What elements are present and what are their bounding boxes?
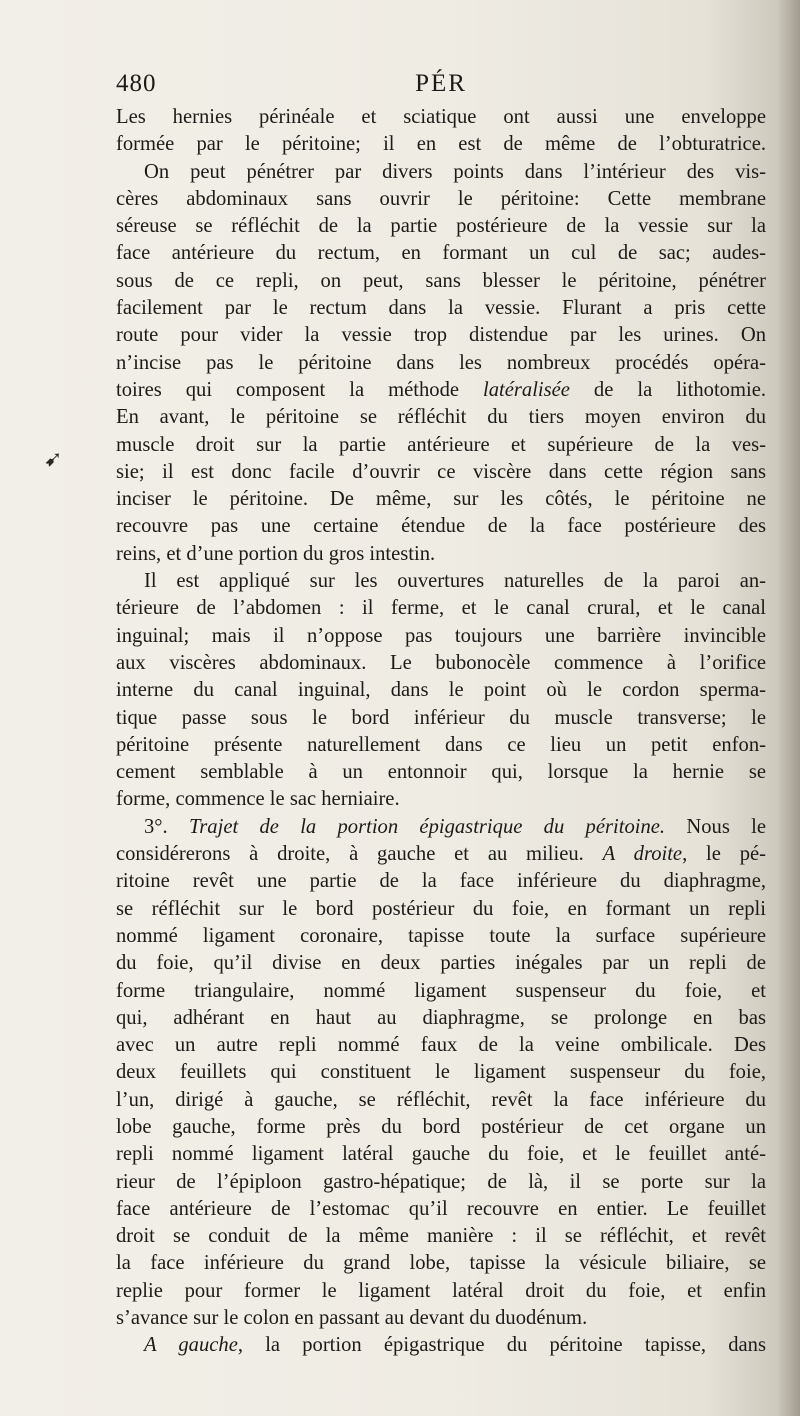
text-line: avec un autre repli nommé faux de la veine ombilicale. Des xyxy=(116,1034,766,1057)
text-line: Il est appliqué sur les ouvertures naturelles de la paroi an- xyxy=(144,570,766,593)
text-line: face antérieure de l’estomac qu’il recouvre en entier. Le feuillet xyxy=(116,1197,766,1220)
text-line: sie; il est donc facile d’ouvrir ce viscère dans cette région sans xyxy=(116,460,766,483)
text-line: qui, adhérant en haut au diaphragme, se prolonge en bas xyxy=(116,1006,766,1029)
text-line: deux feuillets qui constituent le ligament suspenseur du foie, xyxy=(116,1061,766,1084)
text-line: aux viscères abdominaux. Le bubonocèle commence à l’orifice xyxy=(116,651,766,674)
text-line: reins, et d’une portion du gros intestin. xyxy=(116,542,436,565)
text-line: droit se conduit de la même manière : il se réfléchit, et revêt xyxy=(116,1225,766,1248)
text-line: lobe gauche, forme près du bord postérieur de cet organe un xyxy=(116,1115,766,1138)
text-line: En avant, le péritoine se réfléchit du tiers moyen environ du xyxy=(116,406,766,429)
margin-arrow-icon: ➹ xyxy=(44,446,63,471)
text-line: nommé ligament coronaire, tapisse toute la surface supérieure xyxy=(116,924,766,947)
text-line: toires qui composent la méthode latéralisée de la lithotomie. xyxy=(116,378,766,401)
page-header xyxy=(116,70,766,104)
page-number: 480 xyxy=(116,70,157,97)
text-line: considérerons à droite, à gauche et au milieu. A droite, le pé- xyxy=(116,843,766,866)
text-line: péritoine présente naturellement dans ce lieu un petit enfon- xyxy=(116,733,766,756)
text-line: muscle droit sur la partie antérieure et supérieure de la ves- xyxy=(116,433,766,456)
text-line: 3°. Trajet de la portion épigastrique du péritoine. Nous le xyxy=(144,815,766,838)
body-text xyxy=(116,104,766,1360)
text-line: facilement par le rectum dans la vessie. Flurant a pris cette xyxy=(116,297,766,320)
text-line: cères abdominaux sans ouvrir le péritoine: Cette membrane xyxy=(116,187,766,210)
text-line: la face inférieure du grand lobe, tapisse la vésicule biliaire, se xyxy=(116,1252,766,1275)
text-line: On peut pénétrer par divers points dans l’intérieur des vis- xyxy=(144,160,766,183)
text-line: se réfléchit sur le bord postérieur du foie, en formant un repli xyxy=(116,897,766,920)
text-line: formée par le péritoine; il en est de même de l’obturatrice. xyxy=(116,133,766,156)
text-line: route pour vider la vessie trop distendue par les urines. On xyxy=(116,324,766,347)
text-line: interne du canal inguinal, dans le point où le cordon sperma- xyxy=(116,679,766,702)
text-line: l’un, dirigé à gauche, se réfléchit, revêt la face inférieure du xyxy=(116,1088,766,1111)
text-line: cement semblable à un entonnoir qui, lorsque la hernie se xyxy=(116,761,766,784)
text-line: forme, commence le sac herniaire. xyxy=(116,788,400,811)
text-line: face antérieure du rectum, en formant un cul de sac; audes- xyxy=(116,242,766,265)
text-line: inguinal; mais il n’oppose pas toujours une barrière invincible xyxy=(116,624,766,647)
text-line: tique passe sous le bord inférieur du muscle transverse; le xyxy=(116,706,766,729)
text-line: replie pour former le ligament latéral droit du foie, et enfin xyxy=(116,1279,766,1302)
text-line: séreuse se réfléchit de la partie postérieure de la vessie sur la xyxy=(116,215,766,238)
running-head: PÉR xyxy=(415,70,467,97)
text-line: repli nommé ligament latéral gauche du foie, et le feuillet anté- xyxy=(116,1143,766,1166)
text-line: du foie, qu’il divise en deux parties inégales par un repli de xyxy=(116,952,766,975)
text-line: forme triangulaire, nommé ligament suspenseur du foie, et xyxy=(116,979,766,1002)
text-line: ritoine revêt une partie de la face inférieure du diaphragme, xyxy=(116,870,766,893)
text-line: n’incise pas le péritoine dans les nombreux procédés opéra- xyxy=(116,351,766,374)
text-line: Les hernies périnéale et sciatique ont aussi une enveloppe xyxy=(116,106,766,128)
text-line: A gauche, la portion épigastrique du péritoine tapisse, dans xyxy=(144,1334,766,1357)
text-line: inciser le péritoine. De même, sur les côtés, le péritoine ne xyxy=(116,488,766,511)
text-line: sous de ce repli, on peut, sans blesser le péritoine, pénétrer xyxy=(116,269,766,292)
page-edge-shadow xyxy=(778,0,800,1416)
text-line: s’avance sur le colon en passant au devant du duodénum. xyxy=(116,1307,588,1330)
text-line: térieure de l’abdomen : il ferme, et le canal crural, et le canal xyxy=(116,597,766,620)
text-line: rieur de l’épiploon gastro-hépatique; de là, il se porte sur la xyxy=(116,1170,766,1193)
text-line: recouvre pas une certaine étendue de la face postérieure des xyxy=(116,515,766,538)
